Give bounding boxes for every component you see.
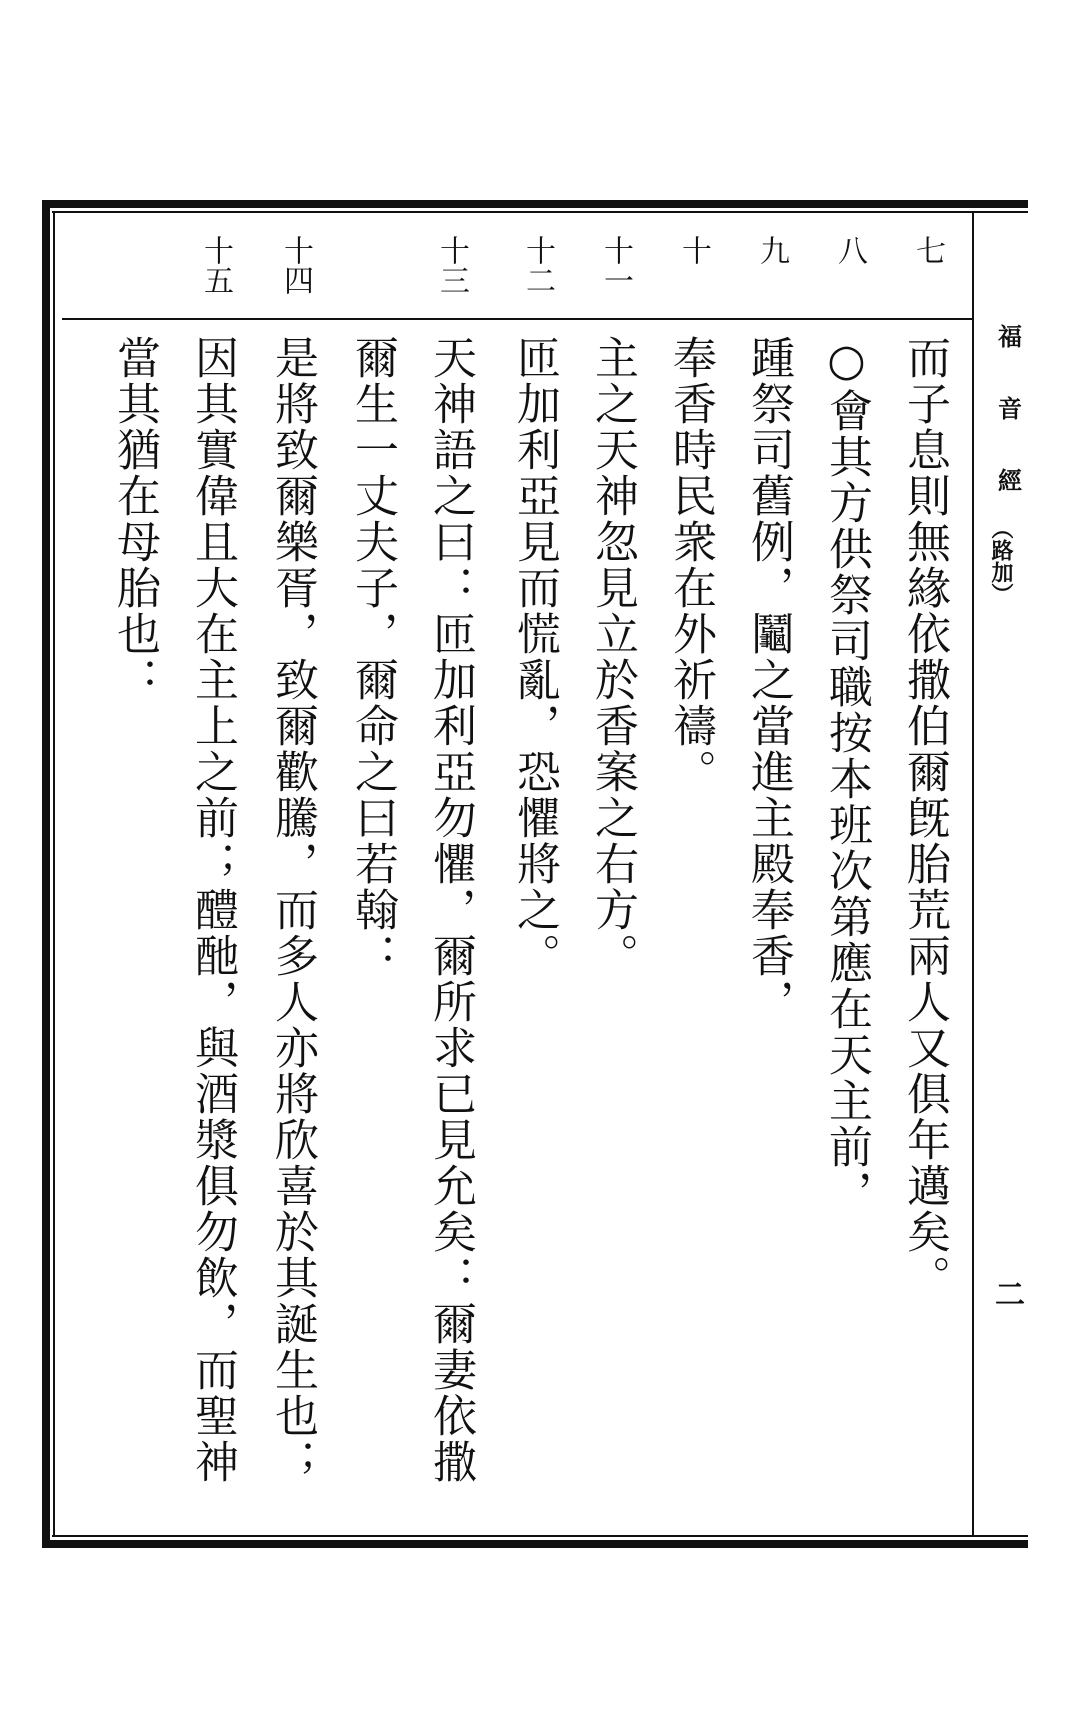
text-column: 主之天神忽見立於香案之右方。 <box>587 335 638 979</box>
text-column: 踵祭司舊例，鬮之當進主殿奉香， <box>743 335 794 1025</box>
verse-number: 十二 <box>520 235 555 295</box>
page-number: 二 <box>995 1278 1025 1313</box>
verse-number: 十一 <box>598 235 633 295</box>
verse-number-rule <box>62 318 972 320</box>
text-column: 匝加利亞見而慌亂，恐懼將之。 <box>509 335 560 979</box>
text-column: 因其實偉且大在主上之前；醴酏，與酒漿俱勿飲，而聖神 <box>187 335 238 1485</box>
scripture-text <box>0 335 972 1530</box>
running-head-char: 經 <box>998 466 1022 495</box>
running-head-char: 音 <box>998 394 1022 423</box>
verse-number-band <box>0 235 972 315</box>
verse-number: 十 <box>676 235 711 265</box>
verse-number: 十三 <box>434 235 469 295</box>
text-column: 當其猶在母胎也： <box>109 335 160 703</box>
frame-top-inner-border <box>52 211 1028 213</box>
verse-number: 九 <box>754 235 789 265</box>
text-column: 是將致爾樂胥，致爾歡騰，而多人亦將欣喜於其誕生也； <box>267 335 318 1485</box>
text-column: 爾生一丈夫子，爾命之曰若翰： <box>347 335 398 979</box>
frame-top-border <box>42 200 1028 208</box>
verse-number: 七 <box>910 235 945 265</box>
text-column: 天神語之曰：匝加利亞勿懼，爾所求已見允矣：爾妻依撒 <box>425 335 476 1485</box>
frame-bottom-inner-border <box>52 1535 1028 1537</box>
text-column: 而子息則無緣依撒伯爾旣胎荒兩人又俱年邁矣。 <box>899 335 950 1301</box>
running-head-char: 福 <box>998 322 1022 351</box>
frame-right-border <box>972 211 974 1537</box>
running-head <box>988 322 1030 605</box>
verse-number: 十五 <box>198 235 233 295</box>
running-head-book: （路加） <box>988 517 1014 605</box>
verse-number: 十四 <box>278 235 313 295</box>
frame-bottom-border <box>42 1540 1028 1548</box>
verse-number: 八 <box>832 235 867 265</box>
text-column: ○會其方供祭司職按本班次第應在天主前， <box>821 335 872 1216</box>
text-column: 奉香時民衆在外祈禱。 <box>665 335 716 795</box>
